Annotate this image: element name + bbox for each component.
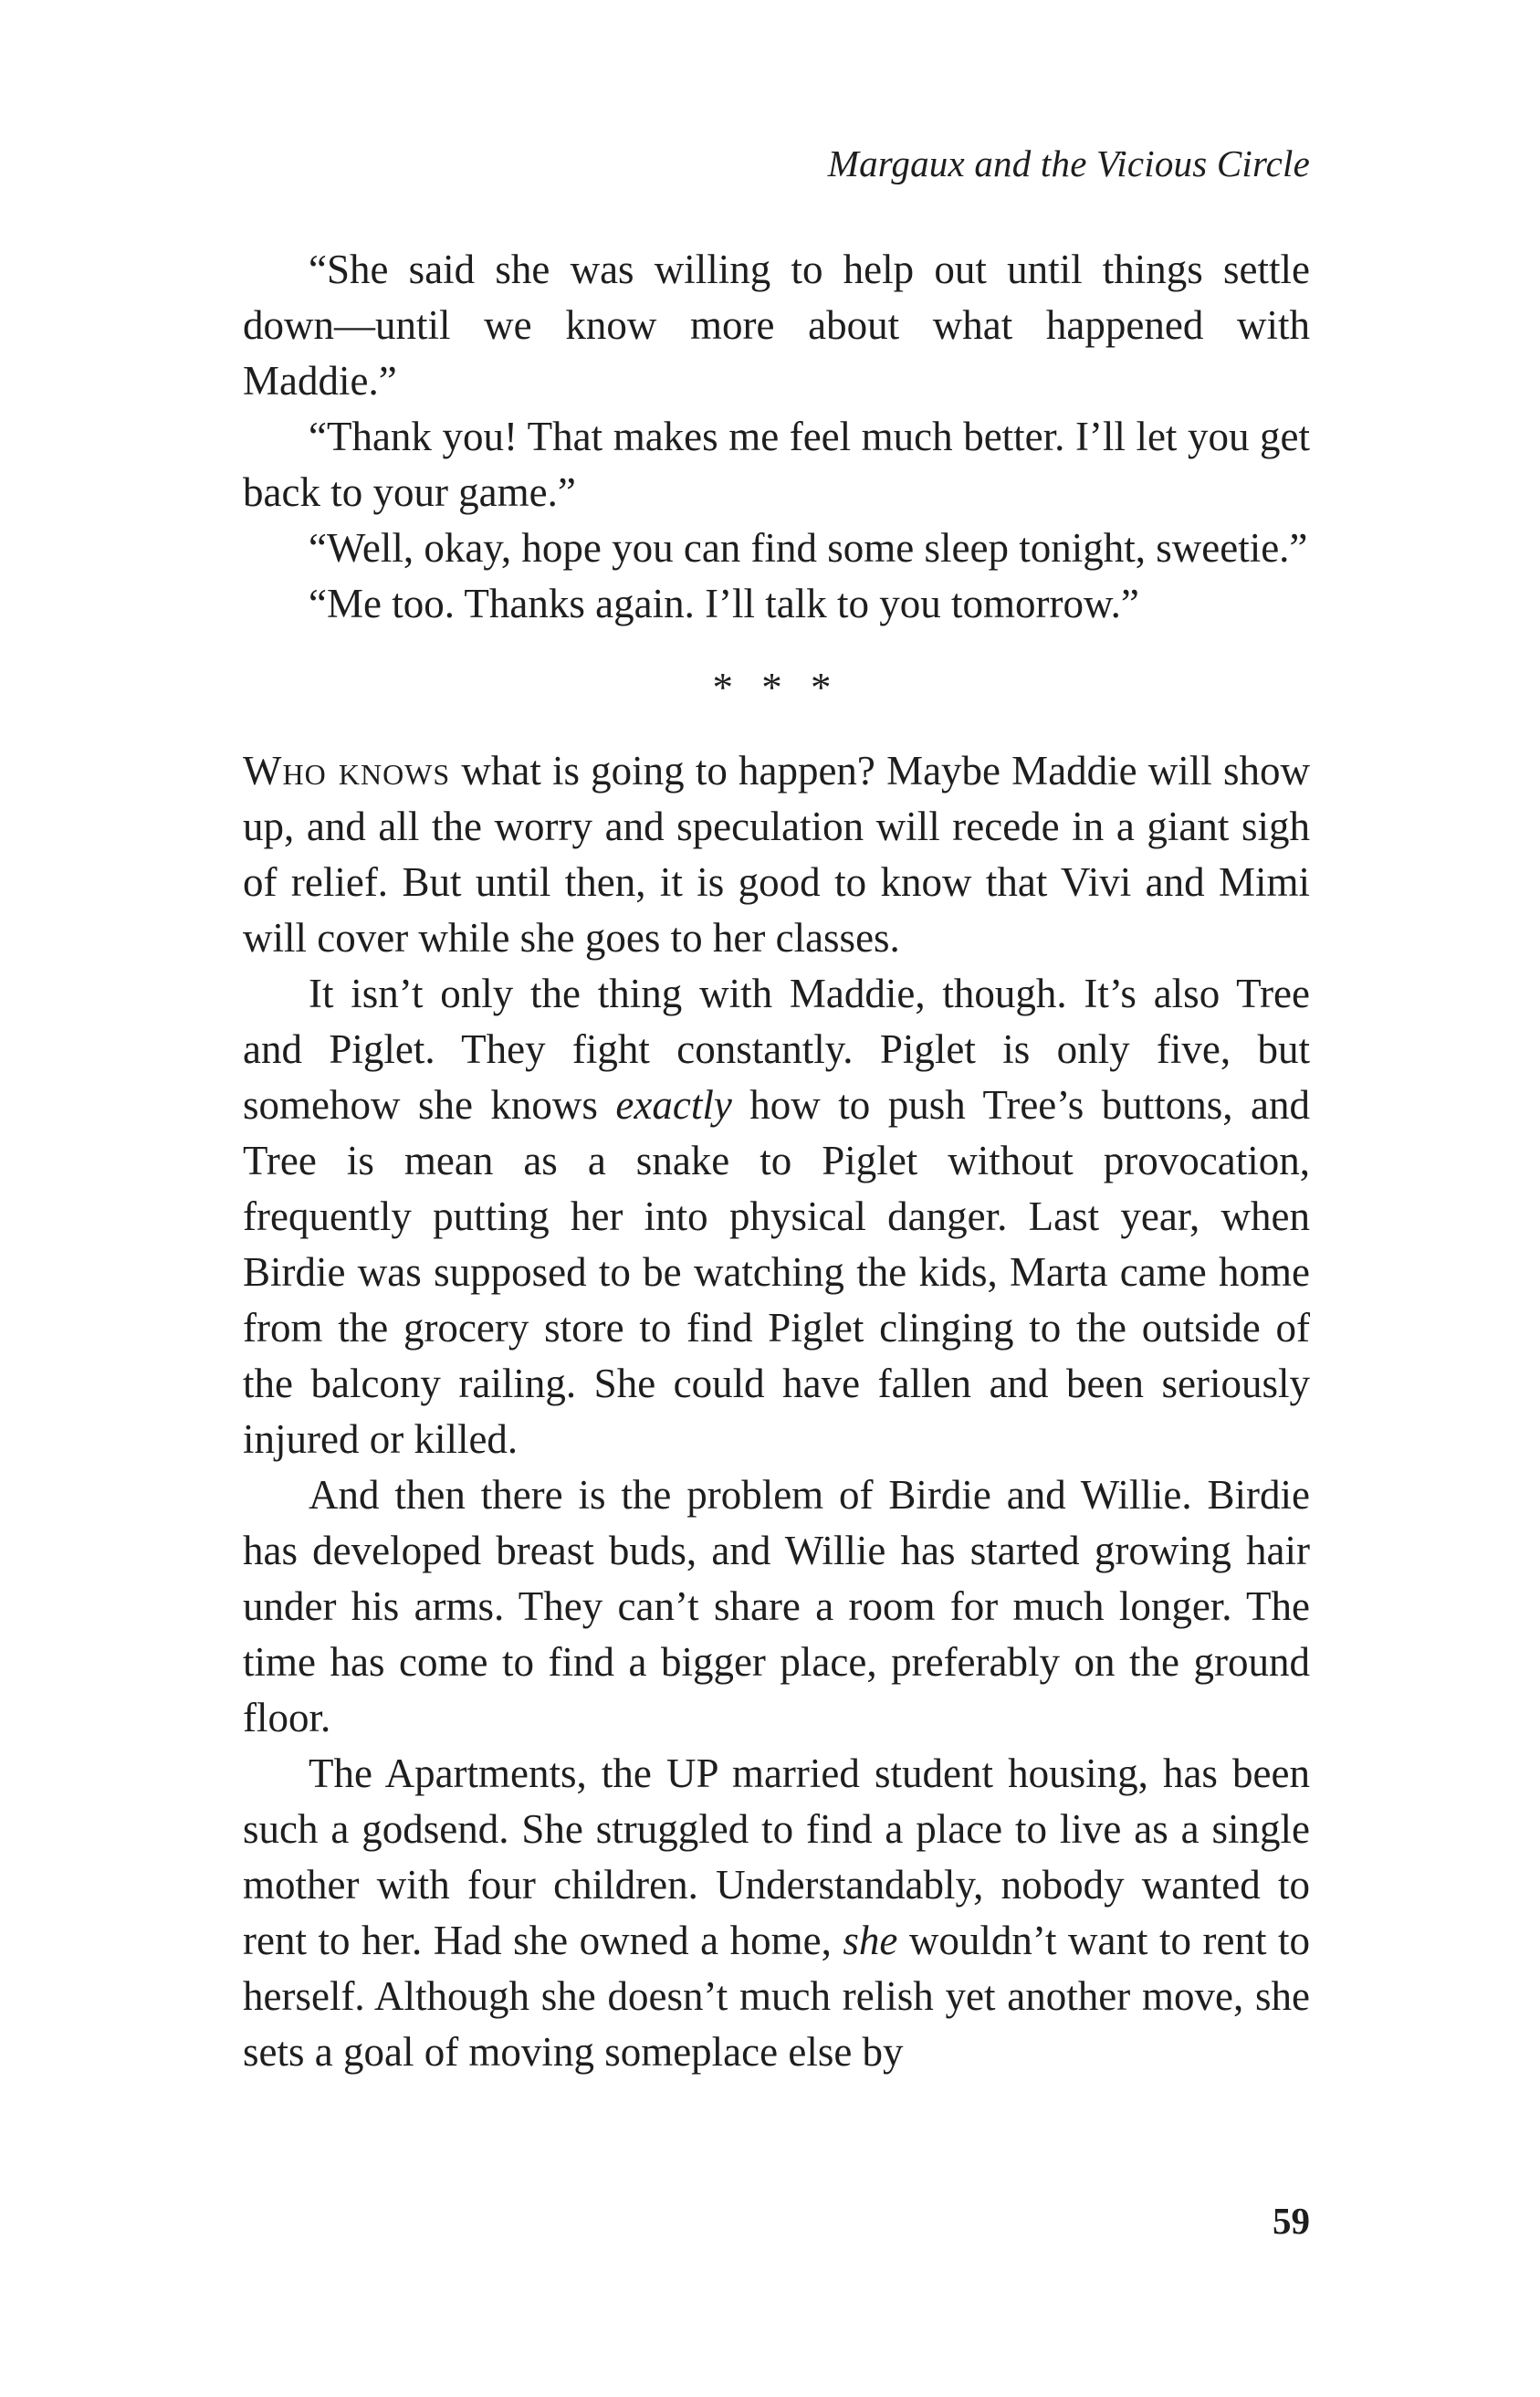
running-head: Margaux and the Vicious Circle [827, 142, 1310, 184]
emphasis: exactly [615, 1082, 732, 1128]
scene-break: * * * [712, 665, 841, 710]
paragraph-text: It isn’t only the thing with Maddie, though. It’s also Tree and Piglet. They fight constantly. Piglet is only five, but somehow she knows [243, 971, 1310, 1128]
small-caps-lead: Who knows [243, 748, 451, 794]
paragraph-text: wouldn’t want to rent to herself. Although she doesn’t much relish yet another move, she sets a goal of moving someplace else by [243, 1918, 1310, 2075]
paragraph: “Thank you! That makes me feel much better. I’ll let you get back to your game.” [243, 414, 1310, 515]
paragraph: “She said she was willing to help out until things settle down—until we know more about what happened with Maddie.” [243, 247, 1310, 404]
paragraph [243, 1746, 1310, 2080]
paragraph: “Well, okay, hope you can find some sleep tonight, sweetie.” [309, 525, 1308, 571]
paragraph-text: how to push Tree’s buttons, and Tree is mean as a snake to Piglet without provocation, frequently putting her into physical danger. Last year, when Birdie was supposed to be watching the kids, Marta came home from the grocery store to find Piglet clinging to the outside of the balcony railing. She could have fallen and been seriously injured or killed. [243, 1082, 1310, 1462]
emphasis: she [843, 1918, 898, 1963]
page-number: 59 [1273, 2200, 1310, 2242]
paragraph: And then there is the problem of Birdie and Willie. Birdie has developed breast buds, and Willie has started growing hair under his arms. They can’t share a room for much longer. The time has come to find a bigger place, preferably on the ground floor. [243, 1472, 1310, 1740]
body-text [243, 242, 1310, 2080]
paragraph-text: what is going to happen? Maybe Maddie will show up, and all the worry and speculation will recede in a giant sigh of relief. But until then, it is good to know that Vivi and Mimi will cover while she goes to her classes. [243, 748, 1310, 961]
paragraph-text: The Apartments, the UP married student housing, has been such a godsend. She struggled to find a place to live as a single mother with four children. Understandably, nobody wanted to rent to her. Had she owned a home, [243, 1750, 1310, 1963]
paragraph: “Me too. Thanks again. I’ll talk to you tomorrow.” [309, 581, 1139, 626]
paragraph [243, 966, 1310, 1467]
paragraph [243, 743, 1310, 966]
